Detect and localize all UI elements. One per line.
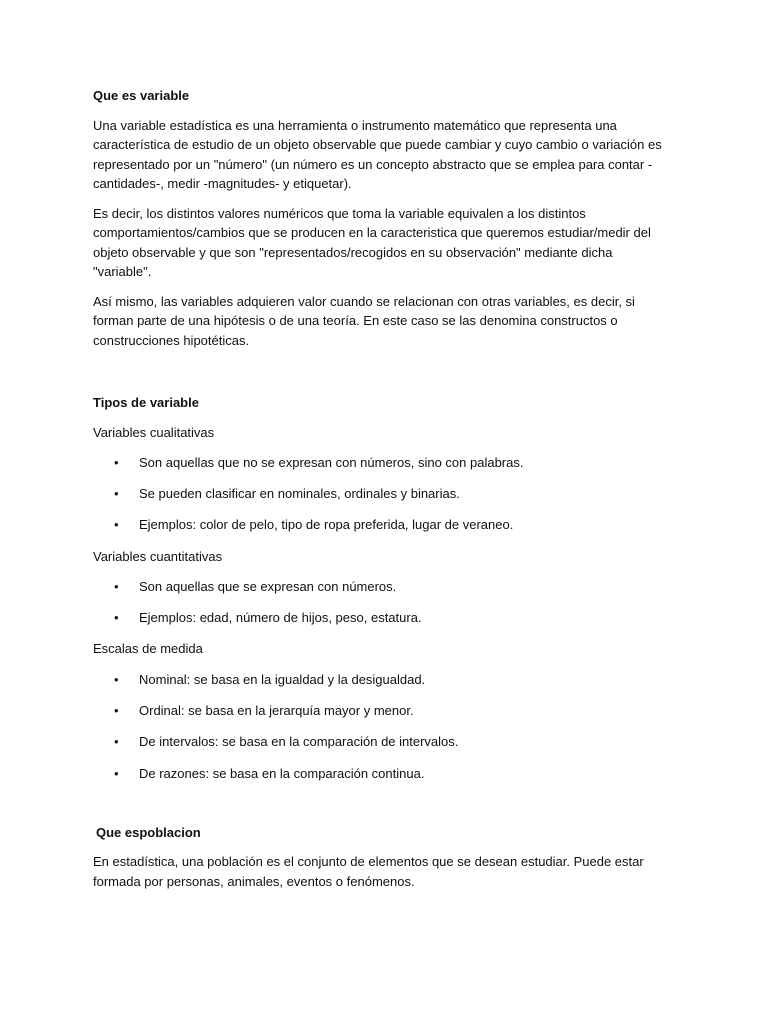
bullet-icon: • bbox=[114, 671, 119, 687]
section-title-que-es-variable: Que es variable bbox=[93, 88, 190, 103]
list-item-text: Son aquellas que se expresan con números. bbox=[139, 579, 397, 595]
list-item-text: De razones: se basa en la comparación continua. bbox=[139, 765, 425, 781]
bullet-icon: • bbox=[114, 765, 119, 781]
list-item-text: Se pueden clasificar en nominales, ordinales y binarias. bbox=[139, 486, 460, 502]
list-item bbox=[93, 701, 673, 721]
list-cuantitativas bbox=[93, 577, 673, 628]
list-item bbox=[93, 484, 673, 504]
blank-line bbox=[93, 795, 673, 823]
bullet-icon: • bbox=[114, 579, 119, 595]
bullet-icon: • bbox=[114, 610, 119, 626]
subheading-cuantitativas: Variables cuantitativas bbox=[93, 548, 223, 564]
list-item-text: Son aquellas que no se expresan con números, sino con palabras. bbox=[139, 455, 524, 470]
list-item-text: Ejemplos: color de pelo, tipo de ropa preferida, lugar de veraneo. bbox=[139, 517, 514, 533]
list-item bbox=[93, 608, 673, 628]
bullet-icon: • bbox=[114, 486, 119, 502]
list-item-text: De intervalos: se basa en la comparación de intervalos. bbox=[139, 734, 459, 750]
paragraph-asi-mismo: Así mismo, las variables adquieren valor cuando se relacionan con otras variables, es decir, si forman parte de una hipótesis o de una teoría. En este caso se las denomina constructos o construcciones hipotéticas. bbox=[93, 293, 635, 348]
list-cualitativas bbox=[93, 453, 673, 535]
section-title-tipos-de-variable: Tipos de variable bbox=[93, 395, 199, 410]
blank-line bbox=[93, 360, 673, 393]
list-item bbox=[93, 732, 673, 752]
list-item bbox=[93, 453, 673, 473]
list-item bbox=[93, 577, 673, 597]
bullet-icon: • bbox=[114, 455, 119, 470]
bullet-icon: • bbox=[114, 703, 119, 719]
list-item bbox=[93, 670, 673, 690]
list-item-text: Ejemplos: edad, número de hijos, peso, estatura. bbox=[139, 610, 422, 626]
bullet-icon: • bbox=[114, 517, 119, 533]
list-item-text: Ordinal: se basa en la jerarquía mayor y menor. bbox=[139, 703, 414, 719]
document-content bbox=[93, 86, 673, 901]
bullet-icon: • bbox=[114, 734, 119, 750]
section-title-que-es-poblacion: Que espoblacion bbox=[96, 824, 201, 840]
list-item-text: Nominal: se basa en la igualdad y la desigualdad. bbox=[139, 671, 426, 687]
list-item bbox=[93, 764, 673, 784]
list-item bbox=[93, 515, 673, 535]
subheading-cualitativas: Variables cualitativas bbox=[93, 424, 215, 440]
list-escalas bbox=[93, 670, 673, 783]
subheading-escalas: Escalas de medida bbox=[93, 641, 203, 657]
paragraph-es-decir: Es decir, los distintos valores numéricos que toma la variable equivalen a los distintos comportamientos/cambios que se producen en la caracteristica que queremos estudiar/medir del objeto observable y que son "representados/recogidos en su observación" mediante dicha "variable". bbox=[93, 205, 651, 279]
paragraph-definition: Una variable estadística es una herramienta o instrumento matemático que representa una característica de estudio de un objeto observable que puede cambiar y cuyo cambio o variación es representado por un "número" (un número es un concepto abstracto que se emplea para contar -cantidades-, medir -magnitudes- y etiquetar). bbox=[93, 117, 662, 191]
paragraph-poblacion: En estadística, una población es el conjunto de elementos que se desean estudiar. Puede estar formada por personas, animales, eventos o fenómenos. bbox=[93, 854, 644, 889]
